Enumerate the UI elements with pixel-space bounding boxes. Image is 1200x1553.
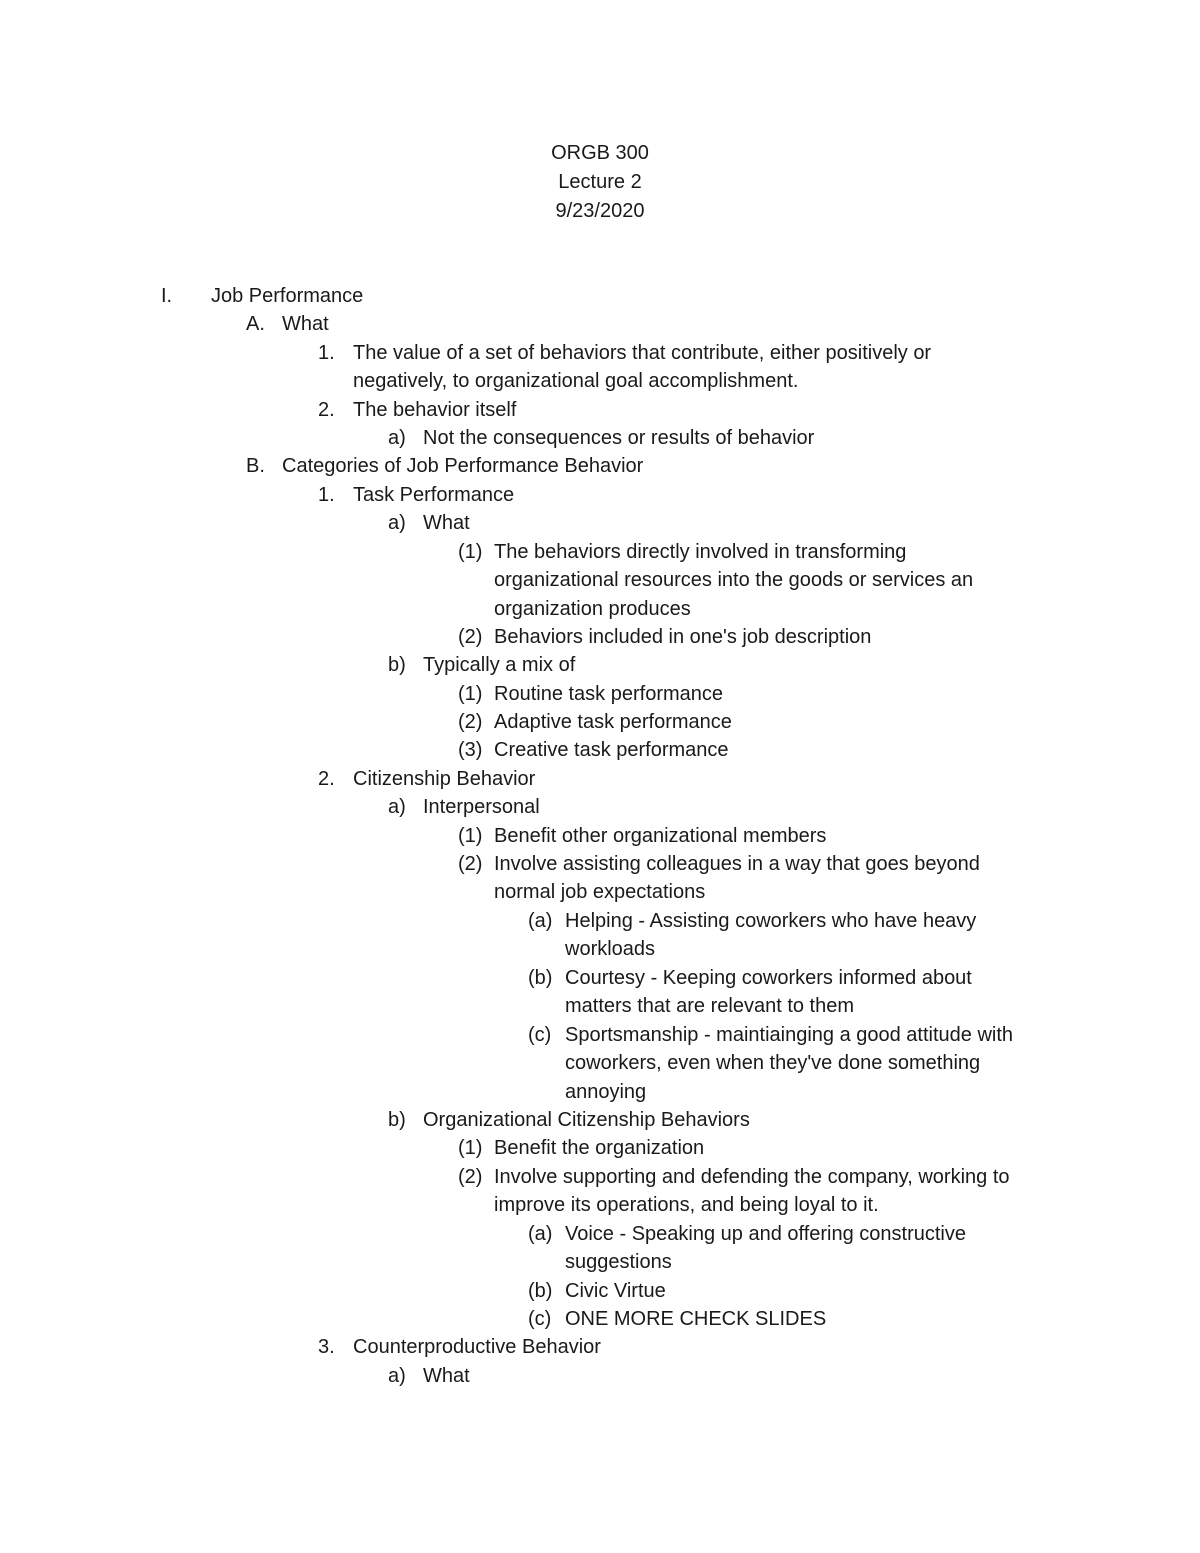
outline-text-line: suggestions [565,1251,672,1274]
outline-text [494,822,826,850]
outline-text [282,452,643,480]
outline-text [423,793,540,821]
outline-marker: (c) [528,1308,552,1330]
outline-text-line: Benefit the organization [494,1137,705,1159]
outline-text-line: Not the consequences or results of behavior [423,427,815,449]
course-title: ORGB 300 [551,142,649,164]
outline-text-line: improve its operations, and being loyal to it. [494,1194,879,1217]
outline-text-line: What [282,313,329,335]
outline-text-line: Creative task performance [494,739,729,761]
outline-text-line: The behaviors directly involved in transforming [494,541,907,563]
outline-text-line: Routine task performance [494,683,724,705]
outline-text-line: Task Performance [353,484,515,506]
outline-text [494,850,980,907]
outline-text [211,282,363,310]
outline-marker: (a) [528,910,553,932]
outline-text [423,1362,470,1390]
outline-text-line: Involve assisting colleagues in a way that goes beyond [494,853,980,875]
outline-text [353,765,535,793]
outline-text-line: What [423,512,470,534]
outline-marker: I. [161,285,173,307]
outline-text-line: matters that are relevant to them [565,995,855,1018]
outline-text [494,1134,704,1162]
outline-text-line: What [423,1365,470,1387]
outline-text [423,424,814,452]
outline-marker: a) [388,512,406,534]
outline-marker: (2) [458,626,483,648]
outline-text-line: Helping - Assisting coworkers who have heavy [565,910,977,932]
outline-marker: (2) [458,1166,483,1188]
outline-text-line: organizational resources into the goods or services an [494,569,974,592]
outline-text [423,651,575,679]
outline-text [423,509,470,537]
outline-marker: 3. [318,1336,335,1358]
outline-text [353,396,516,424]
lecture-title: Lecture 2 [558,171,642,193]
outline-text [565,907,976,964]
outline-marker: a) [388,796,406,818]
outline-text-line: The value of a set of behaviors that contribute, either positively or [353,342,932,364]
outline-marker: (1) [458,541,483,563]
outline-text-line: coworkers, even when they've done something [565,1052,981,1075]
outline-marker: 1. [318,342,335,364]
outline-text [494,623,871,651]
outline-text-line: normal job expectations [494,881,706,904]
outline-marker: 2. [318,399,335,421]
outline-marker: (b) [528,967,553,989]
outline-text-line: Sportsmanship - maintiainging a good attitude with [565,1024,1014,1046]
outline-text [494,1163,1010,1220]
outline-marker: (2) [458,711,483,733]
outline-text-line: Civic Virtue [565,1280,666,1302]
outline-text-line: organization produces [494,597,691,620]
outline-text-line: workloads [565,938,656,961]
outline-marker: (1) [458,1137,483,1159]
outline-text [353,481,514,509]
outline-marker: A. [246,313,265,335]
outline-text-line: Interpersonal [423,796,540,818]
outline-marker: b) [388,1109,406,1131]
outline-marker: 2. [318,768,335,790]
outline-text [494,538,973,623]
outline-text [565,1305,826,1333]
outline-text [353,1333,601,1361]
outline-text-line: negatively, to organizational goal accomplishment. [353,370,799,393]
outline-marker: B. [246,455,265,477]
outline-text-line: Counterproductive Behavior [353,1336,601,1358]
outline-text-line: Courtesy - Keeping coworkers informed about [565,967,972,989]
outline-text-line: Benefit other organizational members [494,825,827,847]
outline-text-line: Job Performance [211,285,364,307]
outline-text-line: The behavior itself [353,399,517,421]
outline-marker: (c) [528,1024,552,1046]
outline-text [565,1277,666,1305]
outline-marker: (a) [528,1223,553,1245]
outline-marker: a) [388,427,406,449]
outline-text [565,964,972,1021]
outline-text [494,708,732,736]
outline-text-line: Categories of Job Performance Behavior [282,455,644,477]
outline-text [565,1220,966,1277]
outline-marker: a) [388,1365,406,1387]
outline-marker: (b) [528,1280,553,1302]
outline-text [565,1021,1013,1106]
outline-marker: (1) [458,683,483,705]
outline-text-line: Typically a mix of [423,654,576,676]
outline-text-line: annoying [565,1080,647,1103]
outline-marker: (3) [458,739,483,761]
outline-marker: (1) [458,825,483,847]
outline-marker: (2) [458,853,483,875]
outline-text [494,680,723,708]
outline-text-line: Adaptive task performance [494,711,732,733]
lecture-date: 9/23/2020 [555,200,645,222]
outline-text-line: ONE MORE CHECK SLIDES [565,1308,827,1330]
outline-text [494,736,729,764]
outline-marker: b) [388,654,406,676]
outline-text-line: Citizenship Behavior [353,768,536,790]
outline-text [282,310,329,338]
outline-text-line: Organizational Citizenship Behaviors [423,1109,750,1131]
outline-text-line: Voice - Speaking up and offering constructive [565,1223,966,1245]
outline-text [423,1106,750,1134]
outline-text-line: Involve supporting and defending the company, working to [494,1166,1010,1188]
outline-marker: 1. [318,484,335,506]
outline-text-line: Behaviors included in one's job description [494,626,872,648]
outline-text [353,339,931,396]
